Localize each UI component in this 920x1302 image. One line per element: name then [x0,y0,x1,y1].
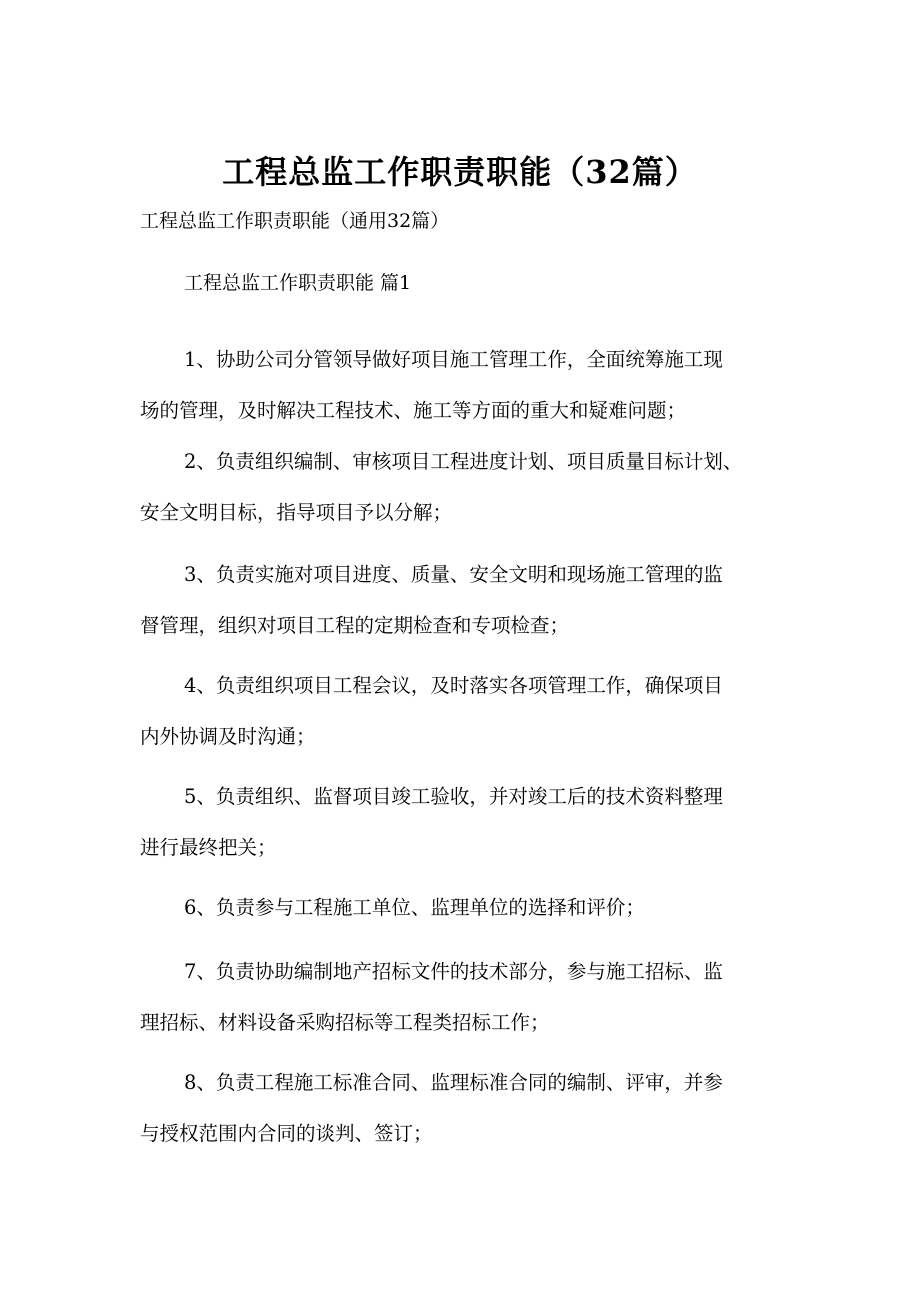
duty-item-line: 5、负责组织、监督项目竣工验收，并对竣工后的技术资料整理 [184,785,723,808]
duty-item-line: 3、负责实施对项目进度、质量、安全文明和现场施工管理的监 [184,563,723,586]
document-title: 工程总监工作职责职能（32篇） [222,153,698,191]
duty-item-line: 2、负责组织编制、审核项目工程进度计划、项目质量目标计划、 [184,450,743,473]
duty-item-line: 1、协助公司分管领导做好项目施工管理工作，全面统筹施工现 [184,348,723,371]
duty-item-line: 7、负责协助编制地产招标文件的技术部分，参与施工招标、监 [184,960,723,983]
duty-item-8 [140,1057,790,1159]
duty-item-line: 场的管理，及时解决工程技术、施工等方面的重大和疑难问题； [140,399,687,422]
document-subtitle: 工程总监工作职责职能（通用32篇） [140,210,450,232]
duty-item-2 [140,436,790,538]
duty-item-line: 进行最终把关； [140,836,277,859]
duty-item-4 [140,660,790,762]
section-heading: 工程总监工作职责职能 篇1 [184,272,412,294]
duty-item-line: 内外协调及时沟通； [140,725,316,748]
duty-item-5 [140,771,790,873]
duty-item-line: 安全文明目标，指导项目予以分解； [140,501,453,524]
duty-item-line: 4、负责组织项目工程会议，及时落实各项管理工作，确保项目 [184,674,723,697]
duty-item-6 [140,882,790,933]
duty-item-line: 理招标、材料设备采购招标等工程类招标工作； [140,1011,550,1034]
duty-item-7 [140,946,790,1048]
duty-item-3 [140,549,790,651]
duty-item-line: 与授权范围内合同的谈判、签订； [140,1122,433,1145]
duty-item-line: 8、负责工程施工标准合同、监理标准合同的编制、评审，并参 [184,1071,723,1094]
duty-item-1 [140,334,790,436]
duty-item-line: 6、负责参与工程施工单位、监理单位的选择和评价； [184,896,645,919]
duty-item-line: 督管理，组织对项目工程的定期检查和专项检查； [140,614,570,637]
